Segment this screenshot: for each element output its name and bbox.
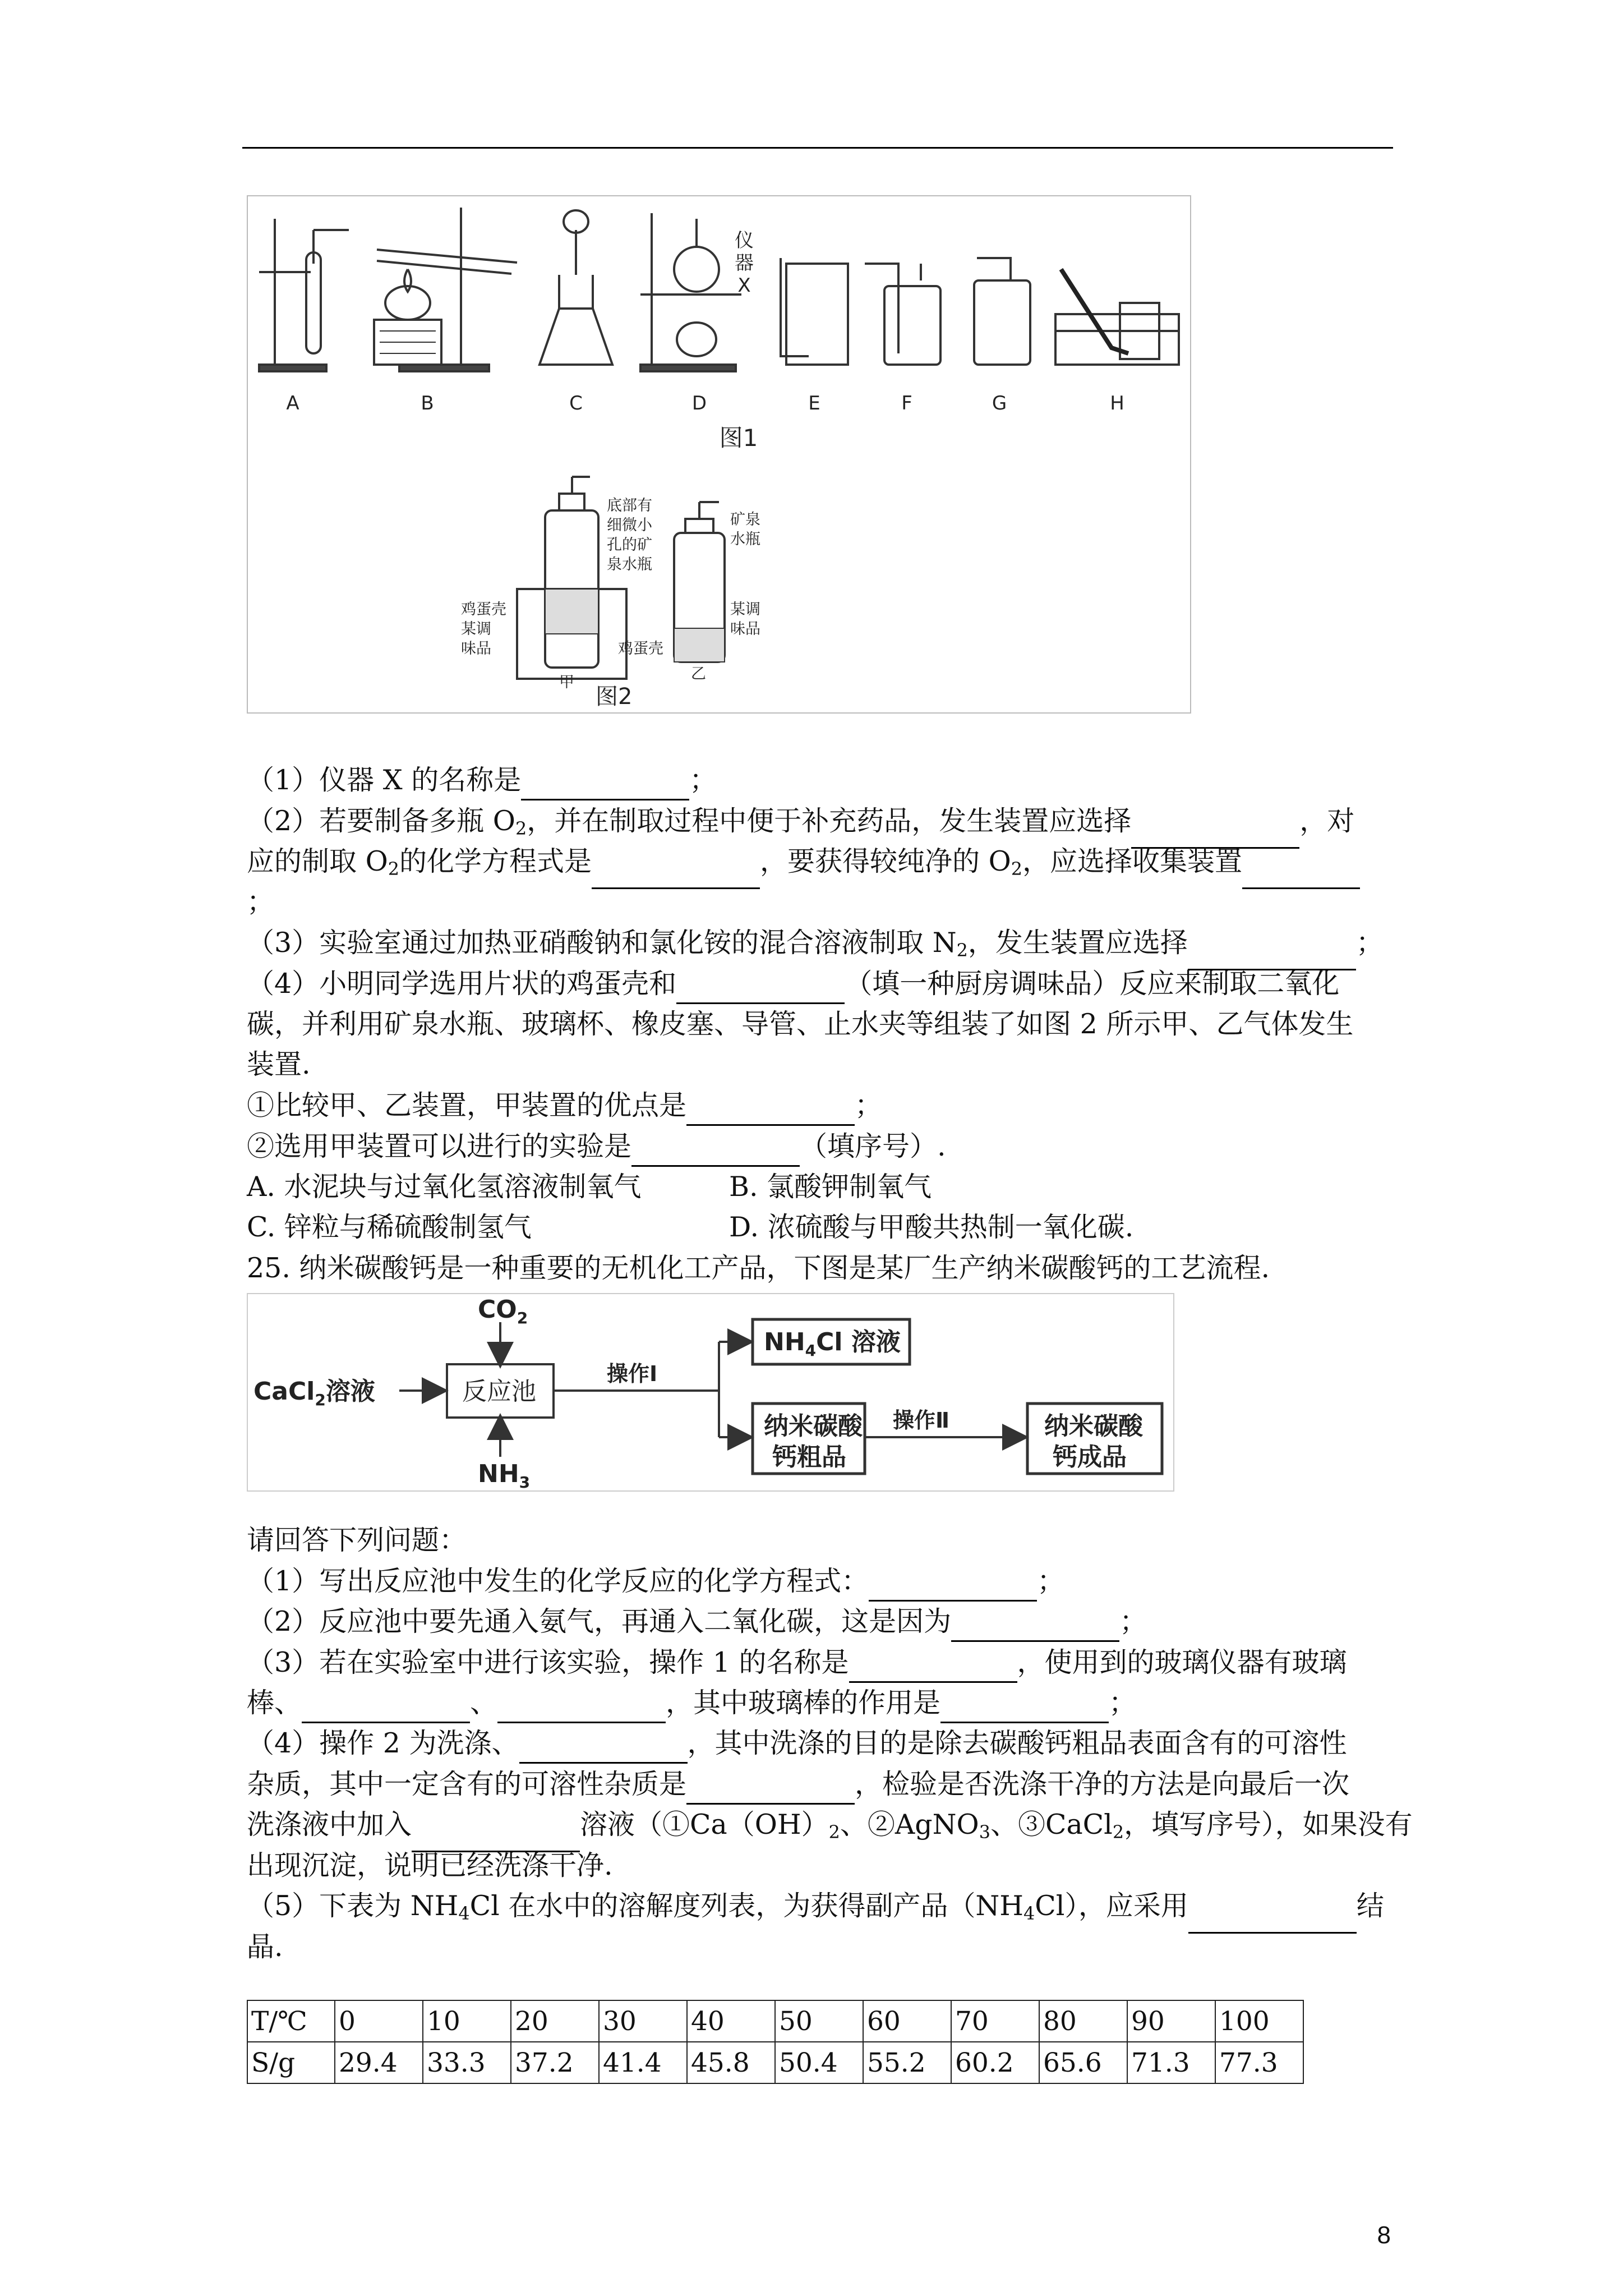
flow-crude-2: 钙粗品 — [772, 1443, 846, 1471]
figure1-title: 图1 — [719, 424, 758, 452]
q24-p3c: ； — [1355, 927, 1384, 959]
option-b: B. 氯酸钾制氧气 — [729, 1171, 932, 1203]
q24-p2c: ，对 — [1299, 805, 1355, 837]
fig2-yi-label: 乙 — [691, 665, 706, 683]
q24-options-row2 — [247, 1207, 1134, 1248]
q25-prompt — [247, 1520, 467, 1561]
answer-blank-q25-4a[interactable] — [519, 1733, 688, 1764]
q25-part5-line2 — [247, 1927, 283, 1967]
table-cell: 70 — [951, 2000, 1039, 2042]
q24-part1 — [247, 760, 717, 800]
table-cell: 33.3 — [423, 2042, 511, 2083]
sub-4: 4 — [1023, 1902, 1035, 1924]
q24-p2a: （2）若要制备多瓶 O — [247, 805, 515, 837]
fig1-label-c: C — [569, 392, 583, 415]
q24-p4b: （填一种厨房调味品）反应来制取二氧化 — [845, 968, 1340, 1000]
table-cell: 60.2 — [951, 2042, 1039, 2083]
q24-p1-end: ； — [689, 764, 717, 796]
flow-op2: 操作Ⅱ — [893, 1408, 950, 1433]
q25-p3b: ，使用到的玻璃仪器有玻璃 — [1017, 1646, 1347, 1678]
q25-part4-line1 — [247, 1723, 1347, 1764]
table-cell: 80 — [1039, 2000, 1127, 2042]
q25-p4d: ，检验是否洗涤干净的方法是向最后一次 — [855, 1768, 1350, 1800]
q25-p1: （1）写出反应池中发生的化学反应的化学方程式： — [247, 1565, 869, 1597]
q24-part2-line2 — [247, 841, 1360, 889]
q25-part3-line2 — [247, 1683, 1136, 1723]
answer-blank-q24-2b[interactable] — [592, 858, 760, 889]
answer-blank-q25-3a[interactable] — [849, 1652, 1017, 1683]
fig1-label-d: D — [691, 392, 707, 415]
sub-2: 2 — [1112, 1821, 1124, 1843]
header-rule — [242, 147, 1393, 149]
q25-intro-text: 25. 纳米碳酸钙是一种重要的无机化工产品，下图是某厂生产纳米碳酸钙的工艺流程. — [247, 1252, 1270, 1284]
q24-part4-line3 — [247, 1045, 311, 1085]
q24-p4e-end: ； — [855, 1089, 883, 1121]
answer-blank-q24-1[interactable] — [521, 770, 689, 800]
answer-blank-q25-3c[interactable] — [497, 1692, 666, 1723]
answer-blank-q25-1[interactable] — [869, 1571, 1037, 1602]
q25-part4-line2 — [247, 1764, 1349, 1805]
flow-reactor: 反应池 — [462, 1377, 536, 1406]
q24-p4e: ①比较甲、乙装置，甲装置的优点是 — [247, 1089, 687, 1121]
flow-op1: 操作Ⅰ — [607, 1361, 658, 1386]
answer-blank-q24-4[interactable] — [676, 973, 845, 1004]
fig2-seasoning-jia-1: 某调 — [461, 620, 491, 638]
q24-options-row1 — [247, 1167, 932, 1207]
answer-blank-q24-4a[interactable] — [686, 1095, 855, 1126]
q25-p3c: 棒、 — [247, 1687, 302, 1719]
q24-p4a: （4）小明同学选用片状的鸡蛋壳和 — [247, 968, 677, 1000]
q24-p3a: （3）实验室通过加热亚硝酸钠和氯化铵的混合溶液制取 N — [247, 927, 957, 959]
apparatus-figure — [247, 195, 1191, 714]
option-a: A. 水泥块与过氧化氢溶液制氧气 — [247, 1171, 642, 1203]
q24-part4-sub1 — [247, 1085, 882, 1126]
q24-p2f: ，要获得较纯净的 O — [760, 845, 1011, 877]
option-d: D. 浓硫酸与甲酸共热制一氧化碳. — [729, 1211, 1134, 1243]
q25-intro — [247, 1248, 1270, 1289]
solubility-table — [247, 2000, 1304, 2084]
fig2-note-jia-4: 泉水瓶 — [607, 556, 652, 573]
q25-part4-line4 — [247, 1846, 613, 1886]
apparatus-drawing — [248, 196, 1190, 712]
q25-p4g: 、②AgNO — [840, 1809, 979, 1841]
q24-p2g: ，应选择收集装置 — [1022, 845, 1243, 877]
table-cell: 45.8 — [687, 2042, 775, 2083]
instrument-x-label-2: 器 — [735, 252, 754, 274]
instrument-x-label-1: 仪 — [735, 229, 754, 252]
q25-p4b: ，其中洗涤的目的是除去碳酸钙粗品表面含有的可溶性 — [687, 1727, 1347, 1759]
table-cell: 20 — [511, 2000, 599, 2042]
sub-2: 2 — [956, 939, 968, 961]
q24-p2d: 应的制取 O — [247, 845, 388, 877]
table-cell: 90 — [1127, 2000, 1215, 2042]
flow-co2: $CO_2$ — [478, 1295, 528, 1327]
flow-nh4cl: $NH_4Cl$ 溶液 — [764, 1328, 901, 1360]
table-head-temp: T/℃ — [247, 2000, 335, 2042]
q25-p5c: Cl），应采用 — [1035, 1890, 1188, 1922]
q25-prompt-text: 请回答下列问题： — [247, 1524, 467, 1556]
option-c: C. 锌粒与稀硫酸制氢气 — [247, 1211, 532, 1243]
table-cell: 65.6 — [1039, 2042, 1127, 2083]
table-row-temperature — [247, 2000, 1303, 2042]
q24-p4d: 装置. — [247, 1048, 311, 1080]
table-head-solubility: S/g — [247, 2042, 335, 2083]
q25-p3e: ，其中玻璃棒的作用是 — [666, 1687, 941, 1719]
q25-p5b: Cl 在水中的溶解度列表，为获得副产品（NH — [469, 1890, 1023, 1922]
q25-p4c: 杂质，其中一定含有的可溶性杂质是 — [247, 1768, 687, 1800]
fig2-jia-label: 甲 — [559, 674, 574, 691]
table-cell: 40 — [687, 2000, 775, 2042]
q25-p4e: 洗涤液中加入 — [247, 1809, 412, 1841]
fig1-label-f: F — [901, 392, 912, 415]
answer-blank-q24-4b[interactable] — [631, 1136, 800, 1167]
table-row-solubility — [247, 2042, 1303, 2083]
flow-drawing — [248, 1294, 1173, 1490]
table-cell: 29.4 — [335, 2042, 423, 2083]
page-number: 8 — [1377, 2221, 1391, 2249]
q25-p1-end: ； — [1037, 1565, 1065, 1597]
table-cell: 100 — [1215, 2000, 1303, 2042]
sub-2: 2 — [388, 858, 400, 880]
flow-nh3: $NH_3$ — [478, 1460, 531, 1490]
q25-p3a: （3）若在实验室中进行该实验，操作 1 的名称是 — [247, 1646, 849, 1678]
q24-p4f: ②选用甲装置可以进行的实验是 — [247, 1130, 632, 1162]
table-cell: 41.4 — [599, 2042, 687, 2083]
q24-p4f-end: （填序号）. — [800, 1130, 946, 1162]
q25-part3-line1 — [247, 1642, 1347, 1683]
answer-blank-q25-3b[interactable] — [302, 1692, 470, 1723]
table-cell: 71.3 — [1127, 2042, 1215, 2083]
fig2-note-jia-3: 孔的矿 — [607, 536, 652, 554]
fig1-label-g: G — [992, 392, 1007, 415]
sub-2: 2 — [828, 1821, 840, 1843]
sub-3: 3 — [979, 1821, 990, 1843]
q24-p2h: ； — [247, 886, 275, 918]
process-flow-diagram — [247, 1293, 1174, 1492]
q24-p2b: ，并在制取过程中便于补充药品，发生装置应选择 — [527, 805, 1132, 837]
table-cell: 50 — [775, 2000, 863, 2042]
q24-part4-line2 — [247, 1004, 1353, 1045]
q25-part5-line1 — [247, 1886, 1384, 1934]
flow-cacl2: CaCl$_2$溶液 — [253, 1377, 375, 1409]
q25-p5e: 晶. — [247, 1931, 283, 1963]
fig2-seasoning-yi-1: 某调 — [730, 601, 760, 618]
q24-part2-line3 — [247, 882, 274, 922]
answer-blank-q25-5[interactable] — [1188, 1903, 1357, 1934]
fig2-eggshell-yi: 鸡蛋壳 — [618, 640, 663, 657]
fig2-note-jia-1: 底部有 — [607, 497, 652, 514]
q25-p4i: ，填写序号），如果没有 — [1124, 1809, 1413, 1841]
answer-blank-q25-2[interactable] — [951, 1611, 1119, 1642]
fig1-label-e: E — [808, 392, 820, 415]
fig2-note-jia-2: 细微小 — [607, 517, 652, 534]
answer-blank-q25-4b[interactable] — [686, 1774, 855, 1805]
table-cell: 77.3 — [1215, 2042, 1303, 2083]
table-cell: 10 — [423, 2000, 511, 2042]
table-cell: 60 — [863, 2000, 951, 2042]
instrument-x-label-3: X — [737, 274, 751, 297]
figure2-title: 图2 — [596, 684, 633, 710]
sub-4: 4 — [458, 1902, 470, 1924]
q25-part2 — [247, 1602, 1147, 1642]
fig1-label-a: A — [286, 392, 299, 415]
fig2-seasoning-jia-2: 味品 — [461, 640, 491, 657]
table-cell: 30 — [599, 2000, 687, 2042]
table-cell: 55.2 — [863, 2042, 951, 2083]
fig2-note-yi-1: 矿泉 — [730, 511, 760, 528]
table-cell: 0 — [335, 2000, 423, 2042]
q25-p4j: 出现沉淀，说明已经洗涤干净. — [247, 1849, 613, 1881]
q24-p1-text: （1）仪器 X 的名称是 — [247, 764, 522, 796]
q25-p5d: 结 — [1356, 1890, 1384, 1922]
q25-p5a: （5）下表为 NH — [247, 1890, 459, 1922]
table-cell: 50.4 — [775, 2042, 863, 2083]
fig2-note-yi-2: 水瓶 — [730, 531, 760, 548]
q25-p4a: （4）操作 2 为洗涤、 — [247, 1727, 519, 1759]
q24-p4c: 碳，并利用矿泉水瓶、玻璃杯、橡皮塞、导管、止水夹等组装了如图 2 所示甲、乙气体发生 — [247, 1008, 1354, 1040]
q25-p4h: 、③CaCl — [990, 1809, 1113, 1841]
fig2-eggshell-jia: 鸡蛋壳 — [461, 601, 506, 618]
fig1-label-b: B — [421, 392, 434, 415]
table-cell: 37.2 — [511, 2042, 599, 2083]
q24-part4-sub2 — [247, 1126, 946, 1167]
q25-p2-end: ； — [1119, 1605, 1147, 1637]
answer-blank-q25-3d[interactable] — [940, 1692, 1109, 1723]
q25-p4f: 溶液（①Ca（OH） — [580, 1809, 829, 1841]
flow-final-1: 纳米碳酸 — [1044, 1412, 1143, 1441]
answer-blank-q24-2c[interactable] — [1242, 858, 1360, 889]
sub-2: 2 — [1011, 858, 1023, 880]
flow-crude-1: 纳米碳酸 — [764, 1412, 863, 1441]
q24-p3b: ，发生装置应选择 — [967, 927, 1188, 959]
q25-p3d: 、 — [470, 1687, 498, 1719]
fig1-label-h: H — [1110, 392, 1124, 415]
q25-p3f: ； — [1109, 1687, 1137, 1719]
q24-part4-line1 — [247, 964, 1339, 1004]
q24-p2e: 的化学方程式是 — [399, 845, 592, 877]
q25-part1 — [247, 1561, 1064, 1602]
fig2-seasoning-yi-2: 味品 — [730, 620, 760, 638]
q25-p2: （2）反应池中要先通入氨气，再通入二氧化碳，这是因为 — [247, 1605, 952, 1637]
sub-2: 2 — [515, 817, 527, 839]
flow-final-2: 钙成品 — [1053, 1443, 1127, 1471]
